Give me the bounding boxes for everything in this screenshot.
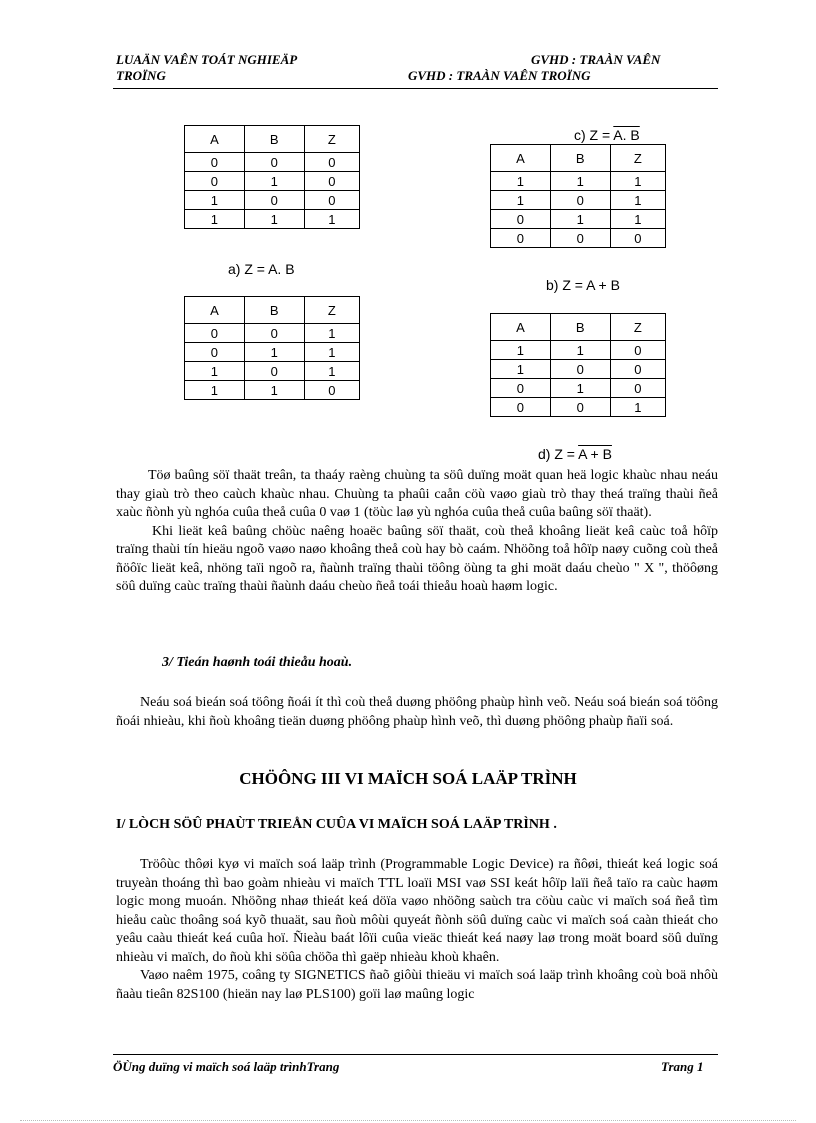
table-cell: 1 bbox=[610, 398, 665, 417]
paragraph-dont-care: Khi lieät keâ baûng chöùc naêng hoaëc baûng söï thaät, coù theå khoâng lieät keâ caùc toå hôïp traïng thaùi tín hieäu ngoõ vaøo naøo khoâng theå coù hay bò caám. Nhöõng toå hôïp naøy cuõng coù theå ñöôïc lieät keâ, nhöng taïi ngoõ ra, ñaùnh traïng thaùi töông öùng ta ghi moät daáu cheùo " X ", thöôøng söû duïng caùc traïng thaùi ñaùnh daáu cheùo ñeå toái thieåu hoaù haøm logic. bbox=[116, 523, 718, 594]
table-header-cell: B bbox=[550, 314, 610, 341]
table-cell: 0 bbox=[244, 324, 304, 343]
caption-d-expr: A + B bbox=[578, 446, 612, 462]
table-cell: 1 bbox=[550, 172, 610, 191]
truth-table-d bbox=[490, 313, 666, 417]
body-block-1 bbox=[116, 467, 718, 597]
table-cell: 0 bbox=[550, 398, 610, 417]
table-header-cell: Z bbox=[304, 126, 359, 153]
table-row bbox=[491, 172, 666, 191]
table-cell: 1 bbox=[244, 172, 304, 191]
header-rule bbox=[113, 88, 718, 89]
table-header-cell: B bbox=[550, 145, 610, 172]
truth-table-nand bbox=[184, 296, 360, 400]
header-supervisor: GVHD : TRAÀN VAÊN bbox=[531, 52, 661, 67]
table-cell: 1 bbox=[610, 210, 665, 229]
table-row bbox=[491, 341, 666, 360]
table-cell: 0 bbox=[550, 191, 610, 210]
table-cell: 1 bbox=[304, 362, 359, 381]
header-title-cont: TROÏNG bbox=[116, 68, 166, 83]
caption-c-prefix: c) Z = bbox=[574, 127, 614, 143]
table-cell: 1 bbox=[304, 324, 359, 343]
footer-rule bbox=[113, 1054, 718, 1055]
table-cell: 0 bbox=[550, 360, 610, 379]
footer-title: ÖÙng duïng vi maïch soá laäp trìnhTrang bbox=[113, 1059, 340, 1074]
table-cell: 0 bbox=[185, 324, 245, 343]
table-cell: 0 bbox=[491, 398, 551, 417]
table-cell: 1 bbox=[244, 210, 304, 229]
table-cell: 1 bbox=[550, 210, 610, 229]
table-cell: 0 bbox=[550, 229, 610, 248]
table-cell: 0 bbox=[304, 381, 359, 400]
header-supervisor-full: GVHD : TRAÀN VAÊN TROÏNG bbox=[408, 68, 591, 83]
table-cell: 0 bbox=[185, 153, 245, 172]
body-block-2 bbox=[116, 694, 718, 731]
table-cell: 1 bbox=[550, 379, 610, 398]
body-block-3 bbox=[116, 856, 718, 1004]
table-cell: 1 bbox=[244, 381, 304, 400]
table-cell: 1 bbox=[185, 210, 245, 229]
table-cell: 1 bbox=[550, 341, 610, 360]
caption-c-expr: A. B bbox=[613, 127, 640, 143]
caption-a: a) Z = A. B bbox=[228, 261, 295, 277]
table-row bbox=[185, 381, 360, 400]
table-header-cell: B bbox=[244, 297, 304, 324]
table-header-cell: Z bbox=[304, 297, 359, 324]
caption-b: b) Z = A + B bbox=[546, 277, 620, 293]
table-cell: 0 bbox=[491, 229, 551, 248]
table-header-row bbox=[185, 297, 360, 324]
table-cell: 0 bbox=[491, 210, 551, 229]
table-cell: 1 bbox=[491, 341, 551, 360]
table-cell: 1 bbox=[304, 210, 359, 229]
page-number: Trang 1 bbox=[661, 1059, 704, 1074]
table-row bbox=[185, 191, 360, 210]
table-header-row bbox=[491, 314, 666, 341]
table-row bbox=[185, 210, 360, 229]
paragraph-history: Tröôùc thôøi kyø vi maïch soá laäp trình (Programmable Logic Device) ra ñôøi, thieát keá logic soá truyeàn thoáng thì bao goàm nhieàu vi maïch TTL loaïi MSI vaø SSI keát hôïp laïi ñeå taïo ra caùc haøm logic mong muoán. Nhöõng nhaø thieát keá döïa vaøo nhöõng saùch tra cöùu caùc vi maïch soá ñeå tìm hieåu caùc thoâng soá kyõ thuaät, sau ñoù môùi quyeát ñònh söû duïng caùc vi maïch soá caàn thieát cho yeâu caàu thieát keá cuûa hoï. Ñieàu baát lôïi cuûa vieäc thieát keá naøy laø trong moät board söû duïng nhieàu vi maïch, do ñoù khi söûa chöõa thì gaëp nhieàu khoù khaên. bbox=[116, 857, 718, 965]
table-header-cell: B bbox=[244, 126, 304, 153]
table-row bbox=[491, 379, 666, 398]
table-cell: 0 bbox=[185, 172, 245, 191]
table-cell: 0 bbox=[491, 379, 551, 398]
header-title: LUAÄN VAÊN TOÁT NGHIEÄP bbox=[116, 52, 298, 67]
section-history-heading: I/ LÒCH SÖÛ PHAÙT TRIEÅN CUÛA VI MAÏCH SOÁ LAÄP TRÌNH . bbox=[116, 817, 557, 832]
table-row bbox=[185, 324, 360, 343]
truth-table-a bbox=[184, 125, 360, 229]
table-row bbox=[491, 360, 666, 379]
table-row bbox=[491, 398, 666, 417]
table-row bbox=[185, 153, 360, 172]
table-row bbox=[185, 362, 360, 381]
table-row bbox=[185, 172, 360, 191]
table-cell: 1 bbox=[185, 362, 245, 381]
table-cell: 0 bbox=[610, 360, 665, 379]
table-header-cell: A bbox=[185, 126, 245, 153]
table-header-cell: Z bbox=[610, 145, 665, 172]
table-header-cell: A bbox=[185, 297, 245, 324]
paragraph-signetics: Vaøo naêm 1975, coâng ty SIGNETICS ñaõ giôùi thieäu vi maïch soá laäp trình khoâng coù boä nhôù ñaàu tieân 82S100 (hieän nay laø PLS100) goïi laø maûng logic bbox=[116, 968, 718, 1002]
table-cell: 1 bbox=[491, 172, 551, 191]
table-cell: 0 bbox=[304, 153, 359, 172]
caption-d-prefix: d) Z = bbox=[538, 446, 579, 462]
table-cell: 0 bbox=[185, 343, 245, 362]
table-cell: 0 bbox=[244, 191, 304, 210]
table-row bbox=[491, 191, 666, 210]
table-row bbox=[491, 210, 666, 229]
table-header-row bbox=[491, 145, 666, 172]
table-header-cell: A bbox=[491, 145, 551, 172]
table-header-cell: Z bbox=[610, 314, 665, 341]
section-minimization-heading: 3/ Tieán haønh toái thieåu hoaù. bbox=[162, 655, 353, 670]
table-cell: 1 bbox=[244, 343, 304, 362]
paragraph-truth-table: Töø baûng söï thaät treân, ta thaáy raèng chuùng ta söû duïng moät quan heä logic khaùc nhau neáu thay giaù trò theo caùch khaùc nhau. Chuùng ta phaûi caån cöù vaøo giaù trò thay theá traïng thaùi ñeå xaùc ñònh yù nghóa cuûa theå cuûa 0 vaø 1 (töùc laø yù nghóa cuûa theå cuûa baûng söï thaät). bbox=[116, 468, 718, 520]
table-cell: 0 bbox=[304, 191, 359, 210]
table-header-row bbox=[185, 126, 360, 153]
table-cell: 0 bbox=[610, 379, 665, 398]
table-cell: 1 bbox=[185, 381, 245, 400]
table-cell: 1 bbox=[185, 191, 245, 210]
table-cell: 1 bbox=[491, 191, 551, 210]
table-cell: 1 bbox=[610, 191, 665, 210]
page-edge bbox=[20, 1120, 796, 1121]
paragraph-minimization: Neáu soá bieán soá töông ñoái ít thì coù theå duøng phöông phaùp hình veõ. Neáu soá bieán soá töông ñoái nhieàu, khi ñoù khoâng tieän duøng phöông phaùp hình veõ, thì duøng phöông phaùp ñaïi soá. bbox=[116, 695, 718, 729]
table-cell: 0 bbox=[244, 362, 304, 381]
chapter-title: CHÖÔNG III VI MAÏCH SOÁ LAÄP TRÌNH bbox=[239, 769, 577, 788]
table-row bbox=[185, 343, 360, 362]
table-cell: 1 bbox=[304, 343, 359, 362]
table-cell: 1 bbox=[610, 172, 665, 191]
table-row bbox=[491, 229, 666, 248]
table-cell: 0 bbox=[610, 229, 665, 248]
table-header-cell: A bbox=[491, 314, 551, 341]
truth-table-c bbox=[490, 144, 666, 248]
table-cell: 1 bbox=[491, 360, 551, 379]
table-cell: 0 bbox=[304, 172, 359, 191]
table-cell: 0 bbox=[610, 341, 665, 360]
caption-c bbox=[574, 127, 640, 143]
table-cell: 0 bbox=[244, 153, 304, 172]
caption-d bbox=[538, 446, 612, 462]
